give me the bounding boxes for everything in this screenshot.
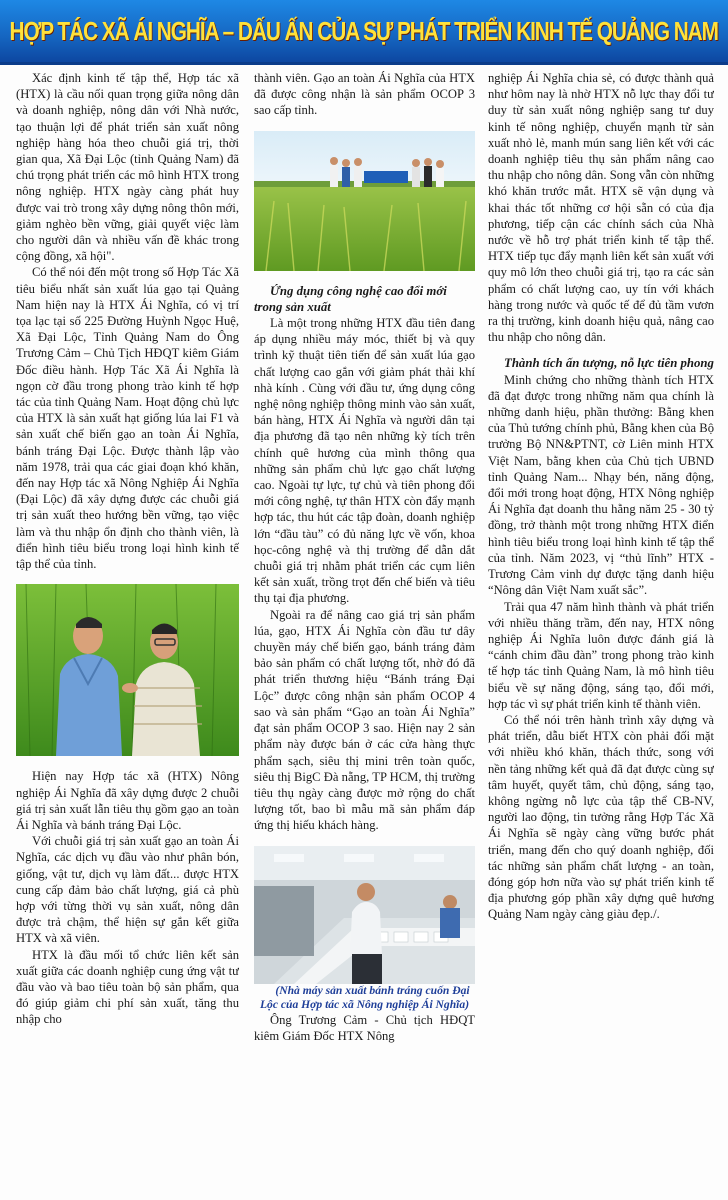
photo-men-inspecting-rice [16, 584, 239, 756]
paragraph: Với chuỗi giá trị sản xuất gạo an toàn Ái Nghĩa, các dịch vụ đầu vào như phân bón, giống, vật tư, dịch vụ làm đất... được HTX cung cấp đảm bảo chất lượng, giá cả phù hợp với từng thời vụ sản xuất, nông dân được trả chậm, thể hiện sự gắn kết giữa HTX và xã viên. [16, 834, 239, 946]
paragraph: Có thể nói trên hành trình xây dựng và phát triển, dẫu biết HTX còn phải đối mặt với nhiều khó khăn, thách thức, song với nền tảng những kết quả đã đạt được cùng sự tâm huyết, quyết tâm, chủ động, sáng tạo, không ngừng nỗ lực của tập thể CB-NV, người lao động, tin tưởng rằng Hợp Tác Xã Ái Nghĩa sẽ ngày càng vững bước phát triển, mang đến cho quý doanh nghiệp, đối tác những sản phẩm chất lượng - an toàn, đóng góp hơn nữa vào sự phát triển kinh tế địa phương góp phần xây dựng quê hương Quảng Nam ngày càng giàu đẹp./. [488, 712, 714, 922]
paragraph: Là một trong những HTX đầu tiên đang áp dụng nhiều máy móc, thiết bị và quy trình kỹ thuật tiên tiến để sản xuất lúa gạo chất lượng cao gắn với giảm phát thải khí nhà kính . Cùng với đầu tư, ứng dụng công nghệ nông nghiệp thông minh vào sản xuất, bán hàng, HTX Ái Nghĩa và người dân tại địa phương đã tạo nên những kỳ tích trên chính quê hương của mình thông qua những sản phẩm chủ lực gạo chất lượng cao. Ngoài tự lực, tự chủ và tiên phong đổi mới công nghệ, tự thân HTX còn đẩy mạnh hợp tác, thu hút các tập đoàn, doanh nghiệp lớn “đầu tàu” có đủ năng lực về vốn, khoa học-công nghệ và thị trường để dẫn dắt chuỗi giá trị nhằm phát triển các cụm liên kết sản xuất, trồng trọt đến chế biến và tiêu thụ tại địa phương. [254, 316, 475, 606]
photo-group-in-rice-field [254, 131, 475, 271]
section-heading: Thành tích ấn tượng, nỗ lực tiên phong [504, 356, 714, 371]
rice-field-group-photo-illustration [254, 131, 475, 271]
paragraph: HTX là đầu mối tổ chức liên kết sản xuất giữa các doanh nghiệp cung ứng vật tư đầu vào và bao tiêu toàn bộ sản phẩm, qua đó giúp giảm chi phí sản xuất, tăng thu nhập cho [16, 947, 239, 1027]
page-title: HỢP TÁC XÃ ÁI NGHĨA – DẤU ẤN CỦA SỰ PHÁT TRIỂN KINH TẾ QUẢNG NAM [9, 15, 719, 46]
paragraph: Có thể nói đến một trong số Hợp Tác Xã tiêu biểu nhất sản xuất lúa gạo tại Quảng Nam hiện nay là HTX Ái Nghĩa, có vị trí tọa lạc tại số 225 Đường Huỳnh Ngọc Huệ, Xã Đại Lộc, Tỉnh Quảng Nam do Ông Trương Cảm – Chủ Tịch HĐQT kiêm Giám Đốc điều hành. Hợp Tác Xã Ái Nghĩa là ngọn cờ đầu trong phong trào kinh tế hợp tác của tỉnh Quảng Nam. Hoạt động chủ lực của HTX là sản xuất hạt giống lúa lai F1 và sản xuất chế biến gạo an toàn Ái Nghĩa, bánh tráng Đại Lộc. Được thành lập vào năm 1978, trải qua các giai đoạn khó khăn, đến nay Hợp tác xã Nông Nghiệp Ái Nghĩa (Đại Lộc) đã xây dựng được các chuỗi giá trị sản xuất theo hướng bền vững, tạo việc làm và thu nhập ổn định cho thành viên, là điển hình tiêu biểu trong loại hình kinh tế tập thể của tỉnh. [16, 265, 239, 572]
factory-photo-illustration [254, 846, 475, 984]
paragraph: Minh chứng cho những thành tích HTX đã đạt được trong những năm qua chính là những danh hiệu, phần thưởng: Bằng khen của Thủ tướng chính phủ, Bằng khen của Bộ trưởng Bộ NN&PTNT, cờ Liên minh HTX Việt Nam, bằng khen của Chủ tịch UBND tỉnh Quảng Nam... Nhạy bén, năng động, đổi mới trong hoạt động, HTX Nông nghiệp Ái Nghĩa đạt doanh thu hằng năm 25 - 30 tỷ đồng, trở thành một trong những HTX điển hình tiêu biểu trong loại hình kinh tế tập thể của tỉnh. Năm 2023, vị “thủ lĩnh” HTX - Trương Cảm vinh dự được tặng danh hiệu “Nông dân Việt Nam xuất sắc”. [488, 372, 714, 598]
photo-caption: (Nhà máy sản xuất bánh tráng cuốn Đại Lộc của Hợp tác xã Nông nghiệp Ái Nghĩa) [259, 983, 470, 1011]
paragraph: nghiệp Ái Nghĩa chia sẻ, có được thành quả như hôm nay là nhờ HTX nỗ lực thay đổi tư duy từ sản xuất nông nghiệp sang tư duy kinh tế nông nghiệp, chuyển mạnh từ sản xuất nhỏ lẻ, manh mún sang liên kết với các doanh nghiệp tiêu thụ sản phẩm nâng cao thu nhập cho nông dân. Song vẫn còn những khó khăn trước mắt. HTX sẽ vận dụng và khai thác tốt những cơ hội sẵn có của địa phương, tiếp cận các chính sách của Nhà nước về hỗ trợ phát triển kinh tế tập thể. HTX tiếp tục đẩy mạnh liên kết sản xuất với quy mô lớn theo chuỗi giá trị, tạo ra các sản phẩm có chất lượng cao, uy tín với khách hàng trong nước và quốc tế để đủ tầm vươn ra thị trường, kinh doanh hiệu quả, nâng cao thu nhập cho nông dân. [488, 71, 714, 345]
article-column-3 [488, 70, 714, 1200]
paragraph: Hiện nay Hợp tác xã (HTX) Nông nghiệp Ái Nghĩa đã xây dựng được 2 chuỗi giá trị sản xuất lẫn tiêu thụ gồm gạo an toàn Ái Nghĩa và bánh tráng Đại Lộc. [16, 769, 239, 832]
paragraph: Trải qua 47 năm hình thành và phát triển với nhiều thăng trầm, đến nay, HTX nông nghiệp Ái Nghĩa luôn được đánh giá là “cánh chim đầu đàn” trong phong trào kinh tế hợp tác tỉnh Quảng Nam, là mô hình tiêu biểu về sự năng động, sáng tạo, đổi mới, hợp tác vì sự phát triển kinh tế thành viên. [488, 599, 714, 711]
paragraph: Xác định kinh tế tập thể, Hợp tác xã (HTX) là cầu nối quan trọng giữa nông dân và doanh nghiệp, nông dân với Nhà nước, tạo thuận lợi để phát triển sản xuất nông nghiệp hàng hóa theo chuỗi giá trị, thời gian qua, Xã Đại Lộc (tỉnh Quảng Nam) đã chú trọng phát triển các mô hình HTX trong nông nghiệp. HTX ngày càng phát huy được vai trò trong xây dựng nông thôn mới, giảm nghèo bền vững, giải quyết việc làm cho người dân và nhiều vấn đề khác trong cộng đồng, xã hội". [16, 71, 239, 264]
paragraph: Ngoài ra để nâng cao giá trị sản phẩm lúa, gạo, HTX Ái Nghĩa còn đầu tư dây chuyền máy chế biến gạo, bánh tráng đảm bảo sản phẩm có chất lượng tốt, nhờ đó đã phát triển thương hiệu “Bánh tráng Đại Lộc” được công nhận sản phẩm OCOP 4 sao và sản phẩm “Gạo an toàn Ái Nghĩa” đạt sản phẩm OCOP 3 sao. Hiện nay 2 sản phẩm này được bán ở các cửa hàng thực phẩm sạch, siêu thị mini trên toàn quốc, siêu thị BigC Đà nẵng, TP HCM, thị trường tiêu thụ ngày càng được mở rộng do chất lượng tốt, bao bì mẫu mã sản phẩm đáp ứng thị hiếu khách hàng. [254, 607, 475, 833]
article-column-1 [16, 70, 239, 1200]
title-banner [0, 0, 728, 65]
rice-field-photo-illustration [16, 584, 239, 756]
photo-rice-paper-factory [254, 846, 475, 984]
article-column-2 [254, 70, 475, 1200]
paragraph: Ông Trương Cảm - Chủ tịch HĐQT kiêm Giám Đốc HTX Nông [254, 1012, 475, 1043]
section-heading: Ứng dụng công nghệ cao đổi mới trong sản xuất [254, 283, 447, 314]
paragraph: thành viên. Gạo an toàn Ái Nghĩa của HTX đã được công nhận là sản phẩm OCOP 3 sao cấp tỉnh. [254, 71, 475, 118]
